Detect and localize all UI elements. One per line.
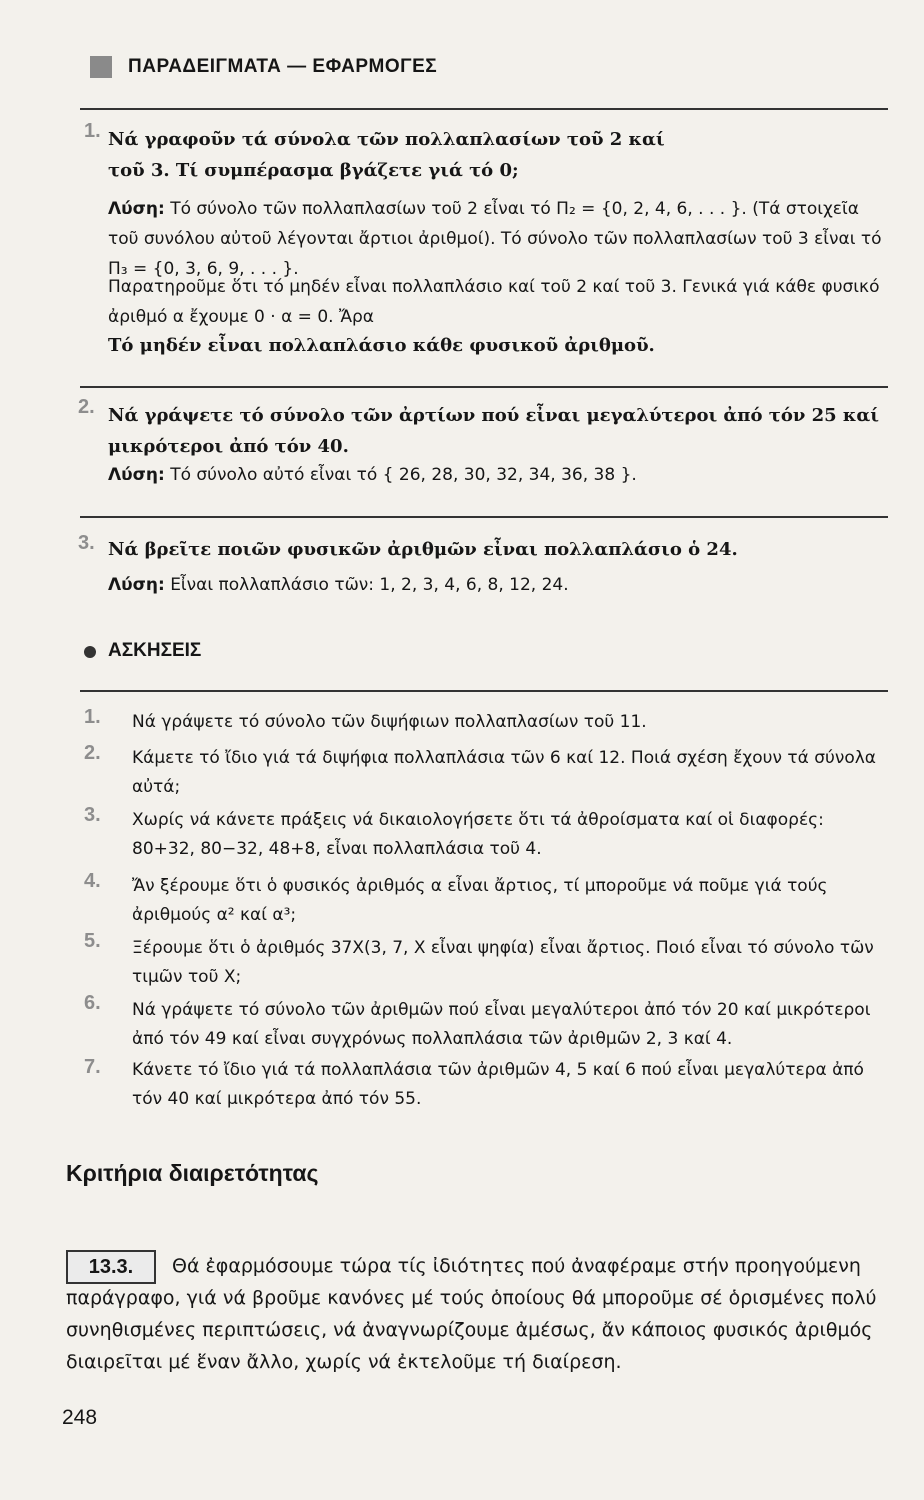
exercise-number: 2.: [84, 742, 101, 764]
section-title: Κριτήρια διαιρετότητας: [66, 1160, 319, 1186]
exercise-text: Ξέρουμε ὅτι ὁ ἀριθμός 37Χ(3, 7, Χ εἶναι ψηφία) εἶναι ἄρτιος. Ποιό εἶναι τό σύνολο τῶν τιμῶν τοῦ Χ;: [132, 938, 874, 987]
example-conclusion: Τό μηδέν εἶναι πολλαπλάσιο κάθε φυσικοῦ ἀριθμοῦ.: [108, 335, 655, 356]
example-question: Νά γραφοῦν τά σύνολα τῶν πολλαπλασίων τοῦ 2 καί τοῦ 3. Τί συμπέρασμα βγάζετε γιά τό 0;: [108, 129, 665, 181]
solution-text: Τό σύνολο αὐτό εἶναι τό { 26, 28, 30, 32, 34, 36, 38 }.: [170, 465, 637, 485]
solution-text: Τό σύνολο τῶν πολλαπλασίων τοῦ 2 εἶναι τό Π₂ = {0, 2, 4, 6, . . . }. (Τά στοιχεῖα τοῦ συνόλου αὐτοῦ λέγονται ἄρτιοι ἀριθμοί). Τό σύνολο τῶν πολλαπλασίων τοῦ 3 εἶναι τό Π₃ = {0, 3, 6, 9, . . . }.: [108, 199, 882, 279]
divider: [80, 108, 888, 110]
exercise-text: Χωρίς νά κάνετε πράξεις νά δικαιολογήσετε ὅτι τά ἀθροίσματα καί οἱ διαφορές: 80+32, 80−32, 48+8, εἶναι πολλαπλάσια τοῦ 4.: [132, 810, 824, 859]
solution-label: Λύση:: [108, 575, 165, 595]
divider: [80, 516, 888, 518]
exercises-title: ΑΣΚΗΣΕΙΣ: [108, 640, 202, 661]
example-solution: [108, 570, 888, 600]
header-title: ΠΑΡΑΔΕΙΓΜΑΤΑ — ΕΦΑΡΜΟΓΕΣ: [128, 56, 438, 77]
exercise-number: 7.: [84, 1056, 101, 1078]
solution-label: Λύση:: [108, 199, 165, 219]
exercise-number: 4.: [84, 870, 101, 892]
exercise-text: Νά γράψετε τό σύνολο τῶν ἀριθμῶν πού εἶναι μεγαλύτεροι ἀπό τόν 20 καί μικρότεροι ἀπό τόν 49 καί εἶναι συγχρόνως πολλαπλάσια τῶν ἀριθμῶν 2, 3 καί 4.: [132, 1000, 871, 1049]
example-note: Παρατηροῦμε ὅτι τό μηδέν εἶναι πολλαπλάσιο καί τοῦ 2 καί τοῦ 3. Γενικά γιά κάθε φυσικό ἀριθμό α ἔχουμε 0 · α = 0. Ἄρα: [108, 277, 880, 327]
section-number: 13.3.: [66, 1250, 156, 1284]
solution-label: Λύση:: [108, 465, 165, 485]
exercise-number: 1.: [84, 706, 101, 728]
example-question: Νά γράψετε τό σύνολο τῶν ἀρτίων πού εἶναι μεγαλύτεροι ἀπό τόν 25 καί μικρότεροι ἀπό τόν 40.: [108, 405, 879, 457]
exercise-text: Κάμετε τό ἴδιο γιά τά διψήφια πολλαπλάσια τῶν 6 καί 12. Ποιά σχέση ἔχουν τά σύνολα αὐτά;: [132, 748, 876, 797]
exercise-text: Ἄν ξέρουμε ὅτι ὁ φυσικός ἀριθμός α εἶναι ἄρτιος, τί μποροῦμε νά ποῦμε γιά τούς ἀριθμούς α² καί α³;: [132, 876, 828, 925]
exercise-number: 5.: [84, 930, 101, 952]
page-number: 248: [62, 1406, 98, 1429]
example-solution: [108, 194, 888, 284]
solution-text: Εἶναι πολλαπλάσιο τῶν: 1, 2, 3, 4, 6, 8, 12, 24.: [170, 575, 569, 595]
example-number: 1.: [84, 120, 101, 142]
exercise-number: 6.: [84, 992, 101, 1014]
example-question: Νά βρεῖτε ποιῶν φυσικῶν ἀριθμῶν εἶναι πολλαπλάσιο ὁ 24.: [108, 539, 738, 560]
divider: [80, 386, 888, 388]
header-square-icon: [90, 56, 112, 78]
bleed-through-decoration: [120, 34, 125, 53]
exercise-text: Κάνετε τό ἴδιο γιά τά πολλαπλάσια τῶν ἀριθμῶν 4, 5 καί 6 πού εἶναι μεγαλύτερα ἀπό τόν 40 καί μικρότερα ἀπό τόν 55.: [132, 1060, 864, 1109]
example-number: 2.: [78, 396, 95, 418]
exercise-number: 3.: [84, 804, 101, 826]
section-paragraph: Θά ἐφαρμόσουμε τώρα τίς ἰδιότητες πού ἀναφέραμε στήν προηγούμενη παράγραφο, γιά νά βροῦμε κανόνες μέ τούς ὁποίους θά μποροῦμε σέ ὁρισμένες πολύ συνηθισμένες περιπτώσεις, νά ἀναγνωρίζουμε ἀμέσως, ἄν κάποιος φυσικός ἀριθμός διαιρεῖται μέ ἕναν ἄλλο, χωρίς νά ἐκτελοῦμε τή διαίρεση.: [66, 1255, 877, 1373]
exercise-text: Νά γράψετε τό σύνολο τῶν διψήφιων πολλαπλασίων τοῦ 11.: [132, 712, 647, 732]
example-solution: [108, 460, 888, 490]
divider: [80, 690, 888, 692]
section-header: [90, 56, 437, 78]
example-number: 3.: [78, 532, 95, 554]
bullet-icon: [84, 646, 96, 658]
